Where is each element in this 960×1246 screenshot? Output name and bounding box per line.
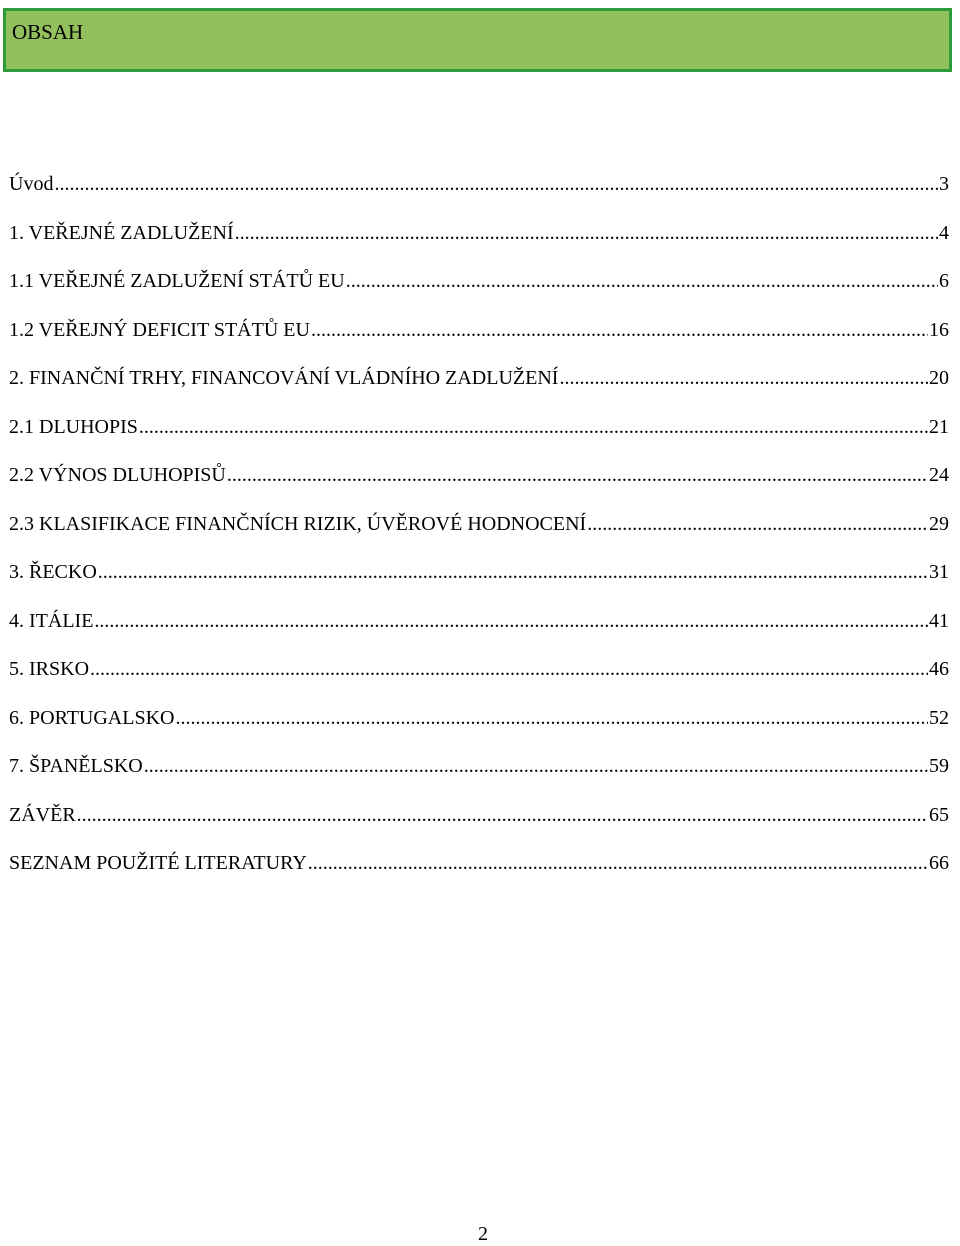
toc-entry-page: 21 — [929, 415, 949, 438]
toc-dot-leader — [139, 414, 928, 440]
toc-entry-vynos-dluhopisu[interactable] — [9, 462, 949, 511]
toc-entry-title: SEZNAM POUŽITÉ LITERATURY — [9, 852, 307, 874]
table-of-contents — [9, 171, 949, 899]
toc-entry-zaver[interactable] — [9, 802, 949, 851]
page-number: 2 — [478, 1223, 488, 1245]
toc-dot-leader — [587, 511, 928, 537]
toc-entry-title: 2.3 KLASIFIKACE FINANČNÍCH RIZIK, ÚVĚROVÉ HODNOCENÍ — [9, 512, 587, 535]
toc-entry-page: 4 — [939, 221, 949, 244]
toc-entry-title: 1. VEŘEJNÉ ZADLUŽENÍ — [9, 221, 234, 244]
toc-entry-seznam-literatury[interactable] — [9, 850, 949, 899]
toc-entry-klasifikace-rizik[interactable] — [9, 511, 949, 560]
toc-entry-page: 24 — [929, 464, 949, 486]
toc-dot-leader — [235, 220, 938, 246]
toc-entry-page: 3 — [939, 173, 949, 195]
toc-heading-banner — [3, 8, 952, 72]
toc-entry-title: 2. FINANČNÍ TRHY, FINANCOVÁNÍ VLÁDNÍHO ZADLUŽENÍ — [9, 367, 559, 389]
toc-dot-leader — [311, 317, 928, 343]
toc-entry-title: 3. ŘECKO — [9, 561, 97, 583]
toc-entry-page: 65 — [929, 803, 949, 826]
toc-heading-title: OBSAH — [12, 20, 84, 44]
toc-entry-verejne-zadluzeni[interactable] — [9, 220, 949, 269]
toc-dot-leader — [98, 559, 928, 585]
toc-dot-leader — [559, 365, 928, 391]
toc-dot-leader — [54, 171, 938, 197]
toc-entry-financni-trhy[interactable] — [9, 365, 949, 414]
toc-entry-title: 2.1 DLUHOPIS — [9, 415, 138, 438]
toc-entry-recko[interactable] — [9, 559, 949, 608]
toc-entry-page: 46 — [929, 658, 949, 680]
toc-entry-page: 16 — [929, 318, 949, 341]
toc-dot-leader — [77, 802, 928, 828]
toc-entry-page: 20 — [929, 367, 949, 389]
toc-entry-spanelsko[interactable] — [9, 753, 949, 802]
toc-dot-leader — [90, 656, 928, 682]
toc-entry-page: 29 — [929, 512, 949, 535]
toc-entry-title: 7. ŠPANĚLSKO — [9, 755, 143, 777]
toc-entry-title: 4. ITÁLIE — [9, 609, 94, 632]
toc-entry-title: Úvod — [9, 173, 54, 195]
toc-entry-title: 2.2 VÝNOS DLUHOPISŮ — [9, 464, 226, 486]
toc-entry-title: 6. PORTUGALSKO — [9, 706, 175, 729]
toc-entry-page: 41 — [929, 609, 949, 632]
toc-entry-dluhopis[interactable] — [9, 414, 949, 463]
toc-entry-page: 6 — [939, 270, 949, 292]
toc-dot-leader — [227, 462, 928, 488]
toc-entry-italie[interactable] — [9, 608, 949, 657]
toc-dot-leader — [346, 268, 938, 294]
toc-entry-page: 66 — [929, 852, 949, 874]
toc-dot-leader — [144, 753, 928, 779]
toc-entry-uvod[interactable] — [9, 171, 949, 220]
toc-entry-irsko[interactable] — [9, 656, 949, 705]
toc-entry-zadluzeni-statu-eu[interactable] — [9, 268, 949, 317]
toc-dot-leader — [175, 705, 928, 731]
toc-entry-title: 1.1 VEŘEJNÉ ZADLUŽENÍ STÁTŮ EU — [9, 270, 345, 292]
toc-entry-portugalsko[interactable] — [9, 705, 949, 754]
toc-entry-title: 1.2 VEŘEJNÝ DEFICIT STÁTŮ EU — [9, 318, 310, 341]
toc-entry-page: 59 — [929, 755, 949, 777]
toc-entry-title: 5. IRSKO — [9, 658, 90, 680]
toc-entry-page: 52 — [929, 706, 949, 729]
toc-entry-deficit-statu-eu[interactable] — [9, 317, 949, 366]
toc-dot-leader — [308, 850, 928, 876]
toc-dot-leader — [94, 608, 928, 634]
toc-entry-title: ZÁVĚR — [9, 803, 76, 826]
toc-entry-page: 31 — [929, 561, 949, 583]
